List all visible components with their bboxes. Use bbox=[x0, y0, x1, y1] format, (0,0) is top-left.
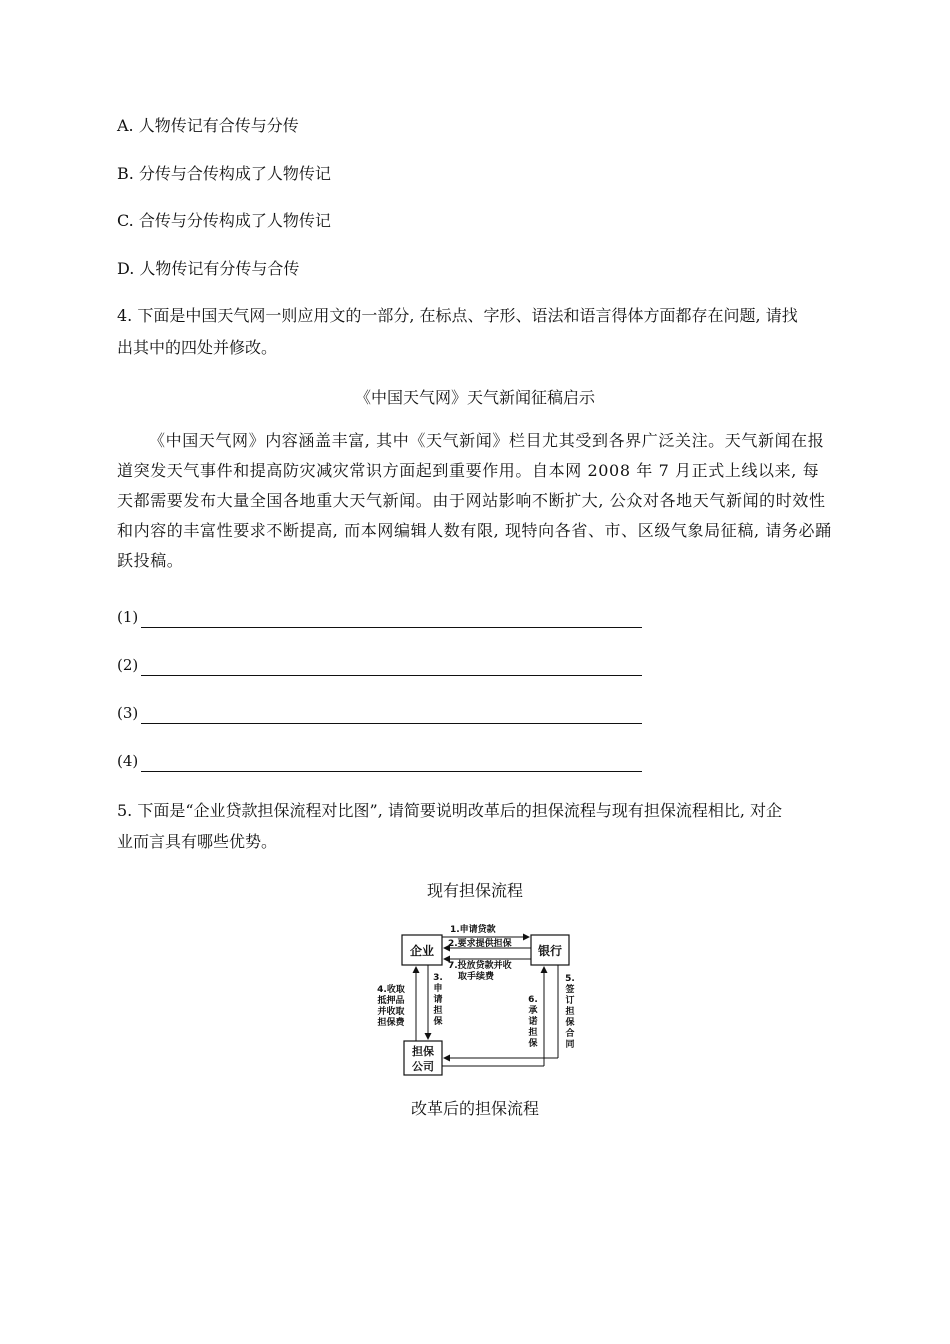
option-c: C. 合传与分传构成了人物传记 bbox=[117, 211, 331, 230]
step3-label: 请 bbox=[433, 995, 443, 1005]
step6-label: 6. bbox=[528, 995, 538, 1005]
bank-label: 银行 bbox=[537, 944, 563, 958]
blank-number: (3) bbox=[117, 704, 139, 722]
step3-label: 申 bbox=[433, 984, 443, 994]
option-a: A. 人物传记有合传与分传 bbox=[117, 116, 299, 135]
step6-label: 保 bbox=[528, 1039, 538, 1049]
step3-label: 担 bbox=[433, 1006, 443, 1016]
notice-body: 《中国天气网》内容涵盖丰富, 其中《天气新闻》栏目尤其受到各界广泛关注。天气新闻在报道突发天气事件和提高防灾减灾常识方面起到重要作用。自本网 2008 年 7 月正式上线以来, 每天都需要发布大量全国各地重大天气新闻。由于网站影响不断扩大, 公众对各地天气新闻的时效性和内容的丰富性要求不断提高, 而本网编辑人数有限, 现特向各省、市、区级气象局征稿, 请务必踊跃投稿。 bbox=[117, 431, 832, 570]
notice-title: 《中国天气网》天气新闻征稿启示 bbox=[354, 388, 595, 407]
q5-prompt-line1: 5. 下面是“企业贷款担保流程对比图”, 请简要说明改革后的担保流程与现有担保流程相比, 对企 bbox=[117, 801, 783, 820]
step4-label: 担保费 bbox=[377, 1018, 405, 1028]
step2-label: 2.要求提供担保 bbox=[448, 939, 512, 949]
step4-label: 抵押品 bbox=[377, 996, 405, 1006]
guarantor-label-line2: 公司 bbox=[412, 1060, 434, 1073]
current-process-title: 现有担保流程 bbox=[426, 881, 523, 900]
step5-label: 5. bbox=[565, 974, 575, 984]
step1-label: 1.申请贷款 bbox=[450, 925, 496, 935]
guarantor-label-line1: 担保 bbox=[412, 1045, 434, 1058]
step5-label: 担 bbox=[565, 1007, 575, 1017]
step6-label: 诺 bbox=[528, 1017, 538, 1027]
q5-prompt-line2: 业而言具有哪些优势。 bbox=[117, 832, 278, 851]
step3-label: 3. bbox=[433, 973, 443, 983]
option-d: D. 人物传记有分传与合传 bbox=[117, 259, 300, 278]
step4-label: 4.收取 bbox=[377, 985, 405, 995]
step5-label: 签 bbox=[565, 985, 575, 995]
guarantee-flow-diagram bbox=[360, 918, 590, 1080]
step5-label: 保 bbox=[565, 1018, 575, 1028]
step4-label: 并收取 bbox=[377, 1007, 405, 1017]
q4-prompt-line1: 4. 下面是中国天气网一则应用文的一部分, 在标点、字形、语法和语言得体方面都存在问题, 请找 bbox=[117, 306, 798, 325]
option-b: B. 分传与合传构成了人物传记 bbox=[117, 164, 331, 183]
blank-line bbox=[141, 723, 642, 724]
blank-number: (1) bbox=[117, 608, 139, 626]
reformed-process-title: 改革后的担保流程 bbox=[410, 1099, 539, 1118]
blank-line bbox=[141, 627, 642, 628]
blank-line bbox=[141, 771, 642, 772]
step5-label: 合 bbox=[565, 1029, 575, 1039]
blank-line bbox=[141, 675, 642, 676]
blank-number: (4) bbox=[117, 752, 139, 770]
step7-label-line2: 取手续费 bbox=[458, 972, 495, 982]
step6-label: 担 bbox=[528, 1028, 538, 1038]
step6-label: 承 bbox=[528, 1006, 538, 1016]
q4-prompt-line2: 出其中的四处并修改。 bbox=[117, 338, 278, 357]
step5-label: 同 bbox=[565, 1040, 575, 1050]
step7-label-line1: 7.投放贷款并收 bbox=[448, 961, 512, 971]
step5-label: 订 bbox=[565, 996, 575, 1006]
enterprise-label: 企业 bbox=[409, 944, 435, 958]
blank-number: (2) bbox=[117, 656, 139, 674]
step3-label: 保 bbox=[433, 1017, 443, 1027]
